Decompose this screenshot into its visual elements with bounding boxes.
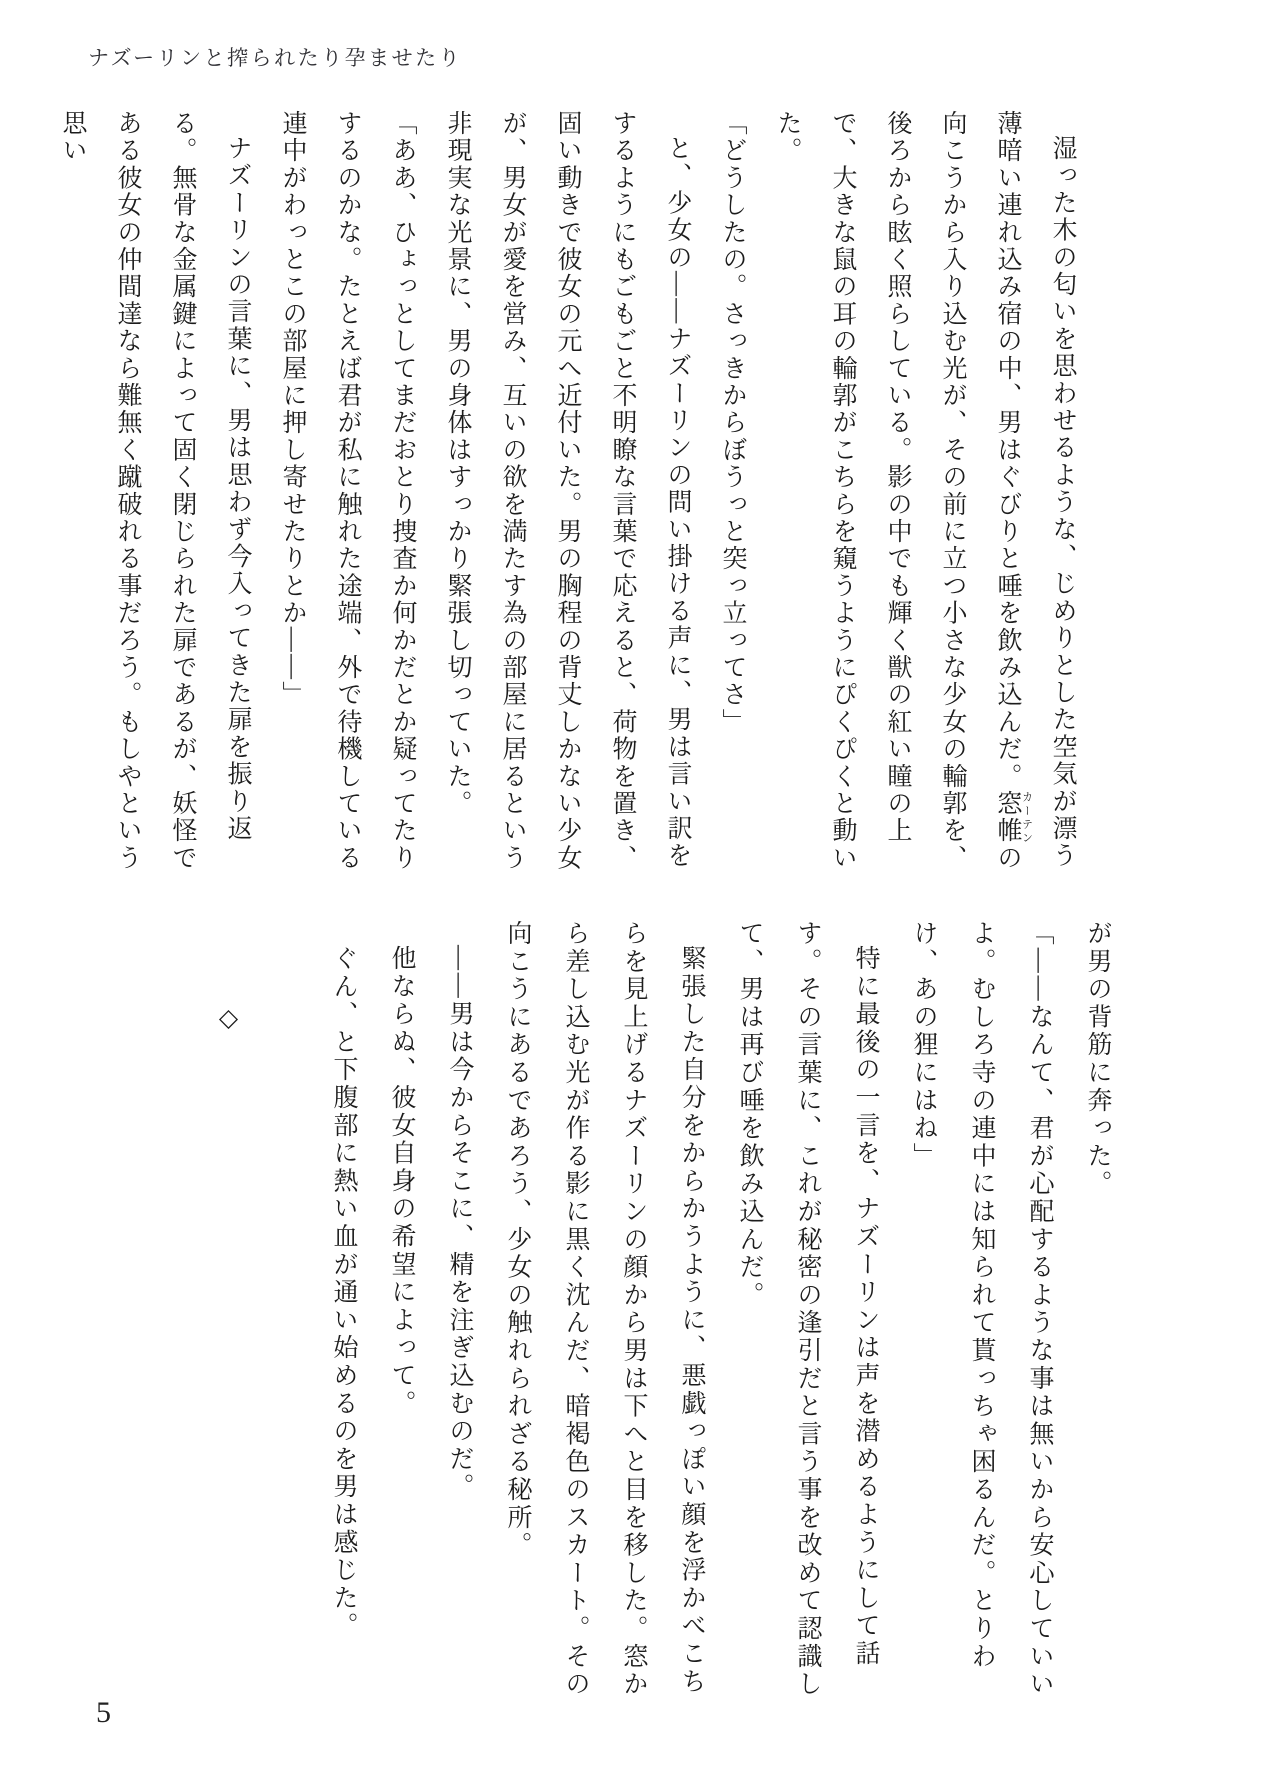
paragraph-10: 他ならぬ、彼女自身の希望によって。 bbox=[388, 945, 415, 1418]
paragraph-4-dialogue: 「ああ、ひょっとしてまだおとり捜査か何かだとか疑ってたりするのかな。たとえば君が私に触れた途端、外で待機している連中がわっとこの部屋に押し寄せたりとか――」 bbox=[279, 110, 416, 872]
ruby-furigana: カーテン bbox=[1020, 790, 1033, 845]
paragraph-1 bbox=[760, 110, 1090, 875]
ruby-curtain bbox=[994, 790, 1033, 845]
paragraph-11: ぐん、と下腹部に熱い血が通い始めるのを男は感じた。 bbox=[330, 945, 357, 1640]
paragraph-2-dialogue: 「どうしたの。さっきからぼうっと突っ立ってさ」 bbox=[719, 110, 746, 736]
section-divider-diamond: ◇ bbox=[214, 1002, 241, 1035]
page-number: 5 bbox=[96, 1696, 111, 1729]
paragraph-3: と、少女の――ナズーリンの問い掛ける声に、男は言い訳をするようにもごもごと不明瞭な言葉で応えると、荷物を置き、固い動きで彼女の元へ近付いた。男の胸程の背丈しかない少女が、男女が愛を営み、互いの欲を満たす為の部屋に居るという非現実な光景に、男の身体はすっかり緊張し切っていた。 bbox=[444, 110, 691, 872]
paragraph-9: ――男は今からそこに、精を注ぎ込むのだ。 bbox=[446, 945, 473, 1501]
paragraph-1-text-after-ruby: の向こうから入り込む光が、その前に立つ小さな少女の輪郭を、後ろから眩く照らしている。影の中でも輝く獣の紅い瞳の上で、大きな鼠の耳の輪郭がこちらを窺うようにぴくぴくと動いた。 bbox=[774, 110, 1021, 872]
running-header-title: ナズーリンと搾られたり孕ませたり bbox=[88, 46, 463, 70]
paragraph-1-text-before-ruby: 湿った木の匂いを思わせるような、じめりとした空気が漂う薄暗い連れ込み宿の中、男はぐびりと唾を飲み込んだ。 bbox=[994, 110, 1076, 870]
paragraph-6-dialogue: 「――なんて、君が心配するような事は無いから安心していいよ。むしろ寺の連中には知られて貰っちゃ困るんだ。とりわけ、あの狸にはね」 bbox=[910, 920, 1053, 1699]
text-band-upper bbox=[45, 110, 1090, 875]
paragraph-5-continuation: が男の背筋に奔った。 bbox=[1084, 920, 1111, 1198]
paragraph-5: ナズーリンの言葉に、男は思わず今入ってきた扉を振り返る。無骨な金属鍵によって固く閉じられた扉であるが、妖怪である彼女の仲間達なら難無く蹴破れる事だろう。もしやという思い bbox=[59, 110, 251, 872]
text-band-lower bbox=[198, 920, 1126, 1702]
ruby-base: 窓帷 bbox=[994, 790, 1021, 845]
paragraph-8: 緊張した自分をからかうように、悪戯っぽい顔を浮かべこちらを見上げるナズーリンの顔から男は下へと目を移した。窓から差し込む光が作る影に黒く沈んだ、暗褐色のスカート。その向こうにあるであろう、少女の触れられざる秘所。 bbox=[504, 920, 705, 1699]
paragraph-7: 特に最後の一言を、ナズーリンは声を潜めるようにして話す。その言葉に、これが秘密の逢引だと言う事を改めて認識して、男は再び唾を飲み込んだ。 bbox=[736, 920, 879, 1699]
